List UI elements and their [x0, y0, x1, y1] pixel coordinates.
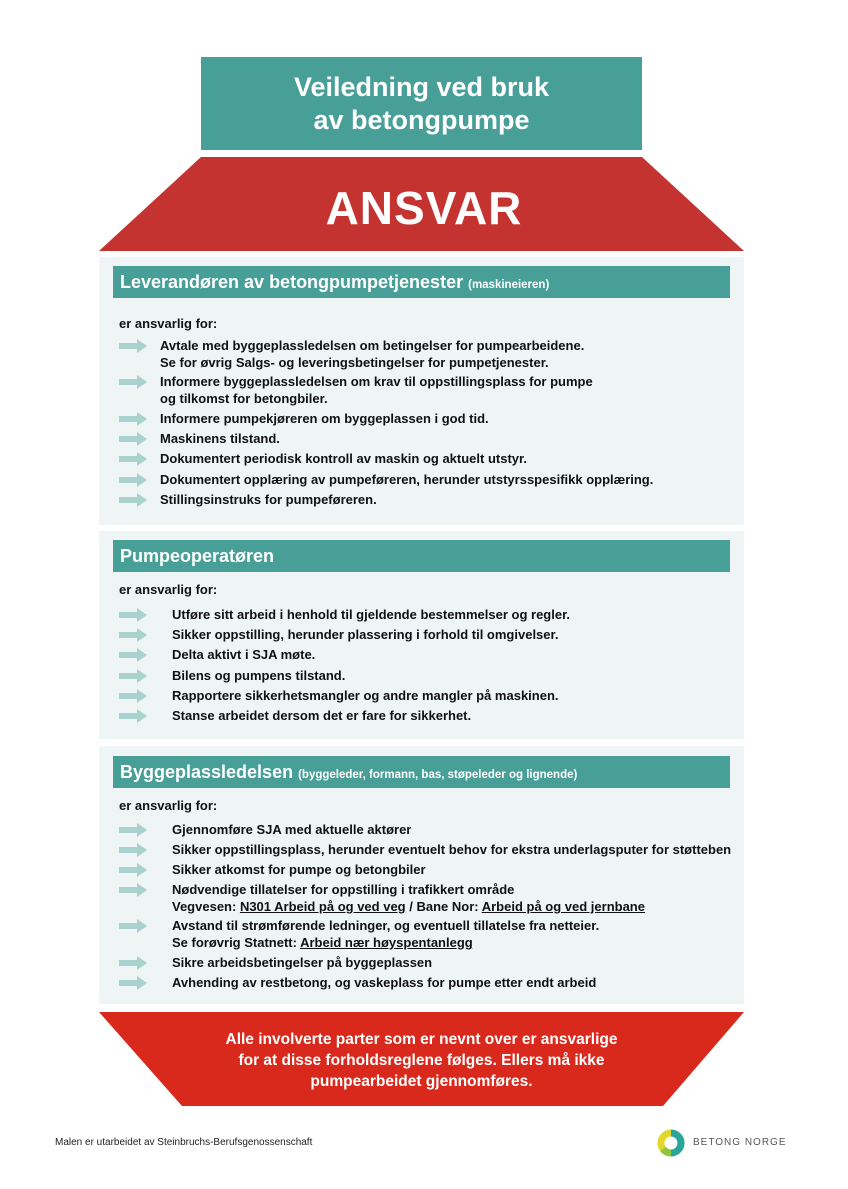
footer-note: Malen er utarbeidet av Steinbruchs-Berufsgenossenschaft	[55, 1137, 313, 1148]
list-item: Sikker atkomst for pumpe og betongbiler	[172, 862, 426, 877]
section-supplier	[99, 257, 744, 525]
arrow-icon	[119, 628, 147, 642]
list-item: Utføre sitt arbeid i henhold til gjeldende bestemmelser og regler.	[172, 607, 571, 622]
list-item: Sikker oppstillingsplass, herunder eventuelt behov for ekstra underlagsputer for støtteben	[172, 842, 732, 857]
arrow-icon	[119, 648, 147, 662]
list-item: Nødvendige tillatelser for oppstilling i trafikkert område Vegvesen: N301 Arbeid på og ved veg / Bane Nor: Arbeid på og ved jernbane	[172, 882, 645, 914]
arrow-icon	[119, 608, 147, 622]
section-site-management	[99, 746, 744, 1004]
link-statnett[interactable]: Arbeid nær høyspentanlegg	[300, 935, 473, 950]
list-item: Informere byggeplassledelsen om krav til oppstillingsplass for pumpe og tilkomst for betongbiler.	[160, 374, 593, 406]
list-item: Stillingsinstruks for pumpeføreren.	[160, 492, 377, 507]
arrow-icon	[119, 883, 147, 897]
section-title: Leverandøren av betongpumpetjenester	[120, 272, 464, 292]
document-title	[201, 57, 642, 150]
arrow-icon	[119, 452, 147, 466]
ansvar-banner: ANSVAR	[325, 182, 523, 234]
arrow-icon	[119, 843, 147, 857]
arrow-icon	[119, 689, 147, 703]
betong-norge-logo	[657, 1129, 807, 1157]
section-pump-operator	[99, 531, 744, 739]
logo-ring-icon	[657, 1129, 685, 1157]
section-header	[113, 540, 730, 572]
list-item: Avstand til strømførende ledninger, og eventuell tillatelse fra netteier. Se forøvrig Statnett: Arbeid nær høyspentanlegg	[172, 918, 600, 950]
list-item: Gjennomføre SJA med aktuelle aktører	[172, 822, 412, 837]
arrow-icon	[119, 493, 147, 507]
section-title: Byggeplassledelsen	[120, 762, 294, 782]
arrow-icon	[119, 669, 147, 683]
conclusion-text: Alle involverte parter som er nevnt over er ansvarlige for at disse forholdsreglene følges. Ellers må ikke pumpearbeidet gjennomføres.	[225, 1031, 618, 1090]
responsible-label: er ansvarlig for:	[119, 798, 218, 813]
list-item: Sikker oppstilling, herunder plassering i forhold til omgivelser.	[172, 627, 559, 642]
list-item: Dokumentert opplæring av pumpeføreren, herunder utstyrsspesifikk opplæring.	[160, 472, 654, 487]
list-item: Rapportere sikkerhetsmangler og andre mangler på maskinen.	[172, 688, 559, 703]
arrow-icon	[119, 432, 147, 446]
arrow-icon	[119, 956, 147, 970]
arrow-icon	[119, 919, 147, 933]
arrow-icon	[119, 375, 147, 389]
section-header	[113, 266, 730, 298]
link-n301[interactable]: N301 Arbeid på og ved veg	[239, 899, 406, 914]
arrow-icon	[119, 339, 147, 353]
arrow-icon	[119, 709, 147, 723]
section-subtitle: (maskineieren)	[468, 279, 550, 291]
list-item: Informere pumpekjøreren om byggeplassen i god tid.	[160, 411, 489, 426]
arrow-icon	[119, 412, 147, 426]
list-item: Dokumentert periodisk kontroll av maskin og aktuelt utstyr.	[160, 451, 527, 466]
link-bane-nor[interactable]: Arbeid på og ved jernbane	[481, 899, 645, 914]
section-header	[113, 756, 730, 788]
section-title: Pumpeoperatøren	[120, 546, 275, 566]
list-item: Stanse arbeidet dersom det er fare for sikkerhet.	[172, 708, 472, 723]
list-item: Avhending av restbetong, og vaskeplass for pumpe etter endt arbeid	[172, 975, 597, 990]
section-subtitle: (byggeleder, formann, bas, støpeleder og lignende)	[298, 769, 578, 781]
responsible-label: er ansvarlig for:	[119, 582, 218, 597]
list-item: Avtale med byggeplassledelsen om betingelser for pumpearbeidene. Se for øvrig Salgs- og leveringsbetingelser for pumpetjenester.	[160, 338, 585, 370]
list-item: Delta aktivt i SJA møte.	[172, 647, 316, 662]
list-item: Bilens og pumpens tilstand.	[172, 668, 346, 683]
arrow-icon	[119, 863, 147, 877]
title-line-1: Veiledning ved bruk	[293, 72, 550, 102]
responsible-label: er ansvarlig for:	[119, 316, 218, 331]
arrow-icon	[119, 976, 147, 990]
arrow-icon	[119, 823, 147, 837]
logo-text: BETONG NORGE	[693, 1137, 787, 1148]
arrow-icon	[119, 473, 147, 487]
title-line-2: av betongpumpe	[313, 105, 530, 135]
list-item: Sikre arbeidsbetingelser på byggeplassen	[172, 955, 433, 970]
list-item: Maskinens tilstand.	[160, 431, 280, 446]
